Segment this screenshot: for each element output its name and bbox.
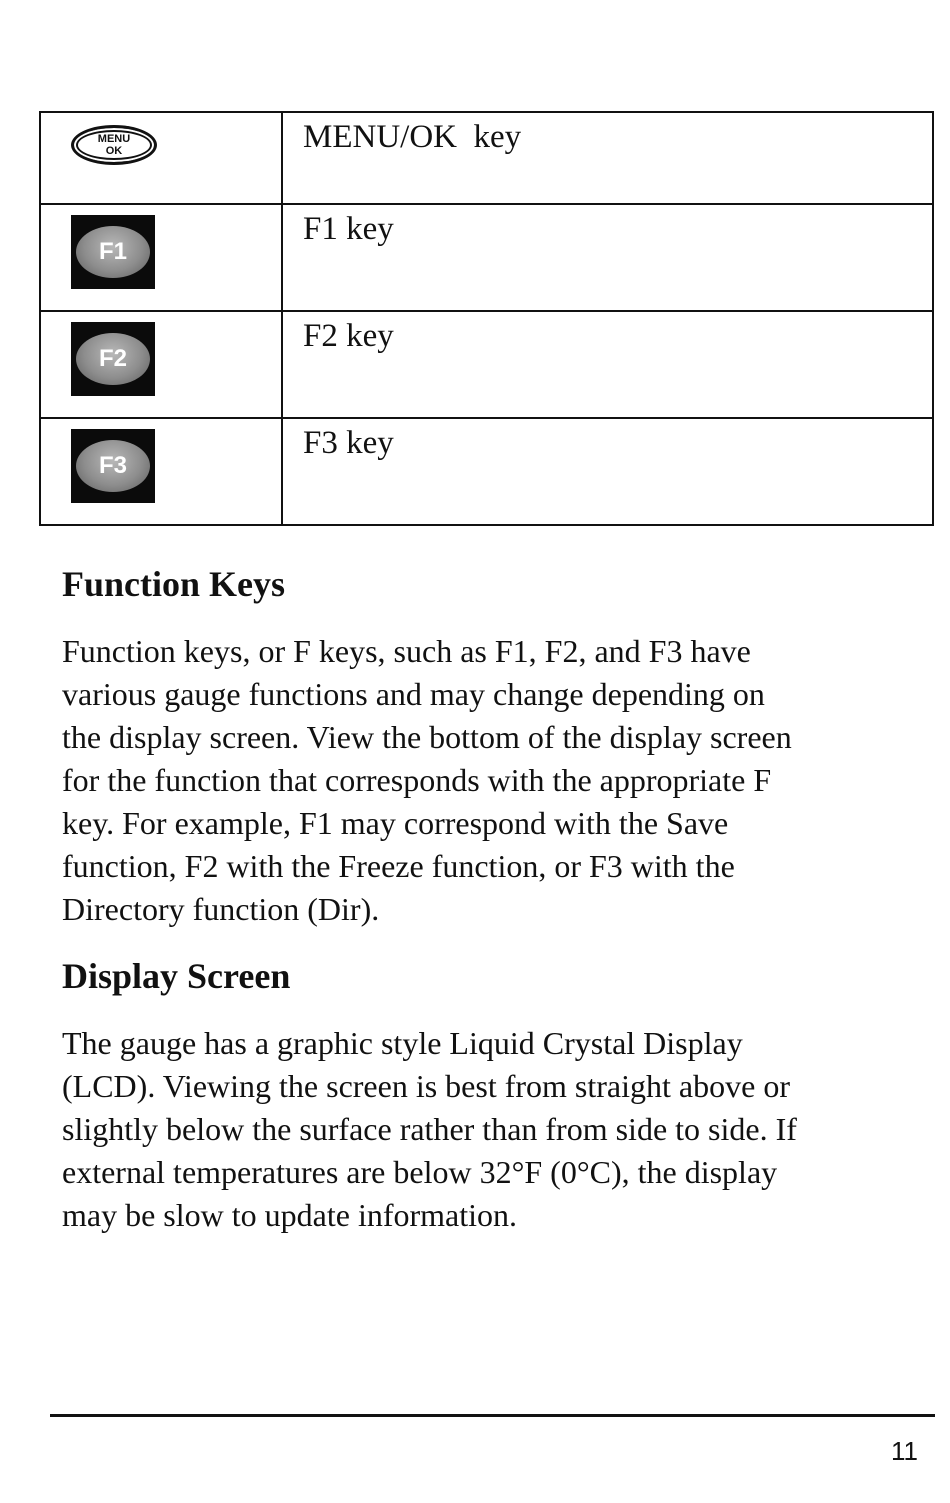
page-number: 11: [891, 1436, 918, 1466]
icon-cell: [40, 418, 282, 525]
f3-key-icon: F3: [71, 429, 155, 503]
section-heading-display-screen: Display Screen: [62, 956, 291, 996]
key-label: F1 key: [282, 204, 933, 311]
table-row: [40, 311, 933, 418]
menu-ok-key-icon: MENU OK: [71, 125, 157, 165]
footer-divider: [50, 1414, 935, 1417]
table-row: [40, 204, 933, 311]
icon-cell: [40, 204, 282, 311]
icon-cell: [40, 112, 282, 204]
table-row: [40, 112, 933, 204]
function-keys-paragraph: Function keys, or F keys, such as F1, F2, and F3 have various gauge functions and may change depending on the display screen. View the bottom of the display screen for the function that corresponds with the appropriate F key. For example, F1 may correspond with the Save function, F2 with the Freeze function, or F3 with the Directory function (Dir).: [62, 633, 792, 927]
key-label: F2 key: [282, 311, 933, 418]
f1-key-icon: F1: [71, 215, 155, 289]
keys-table: [39, 111, 934, 526]
key-label: F3 key: [282, 418, 933, 525]
display-screen-paragraph: The gauge has a graphic style Liquid Crystal Display (LCD). Viewing the screen is best from straight above or slightly below the surface rather than from side to side. If external temperatures are below 32°F (0°C), the display may be slow to update information.: [62, 1025, 797, 1233]
icon-cell: [40, 311, 282, 418]
section-heading-function-keys: Function Keys: [62, 564, 286, 604]
f2-key-icon: F2: [71, 322, 155, 396]
key-label: MENU/OK key: [282, 112, 933, 204]
table-row: [40, 418, 933, 525]
